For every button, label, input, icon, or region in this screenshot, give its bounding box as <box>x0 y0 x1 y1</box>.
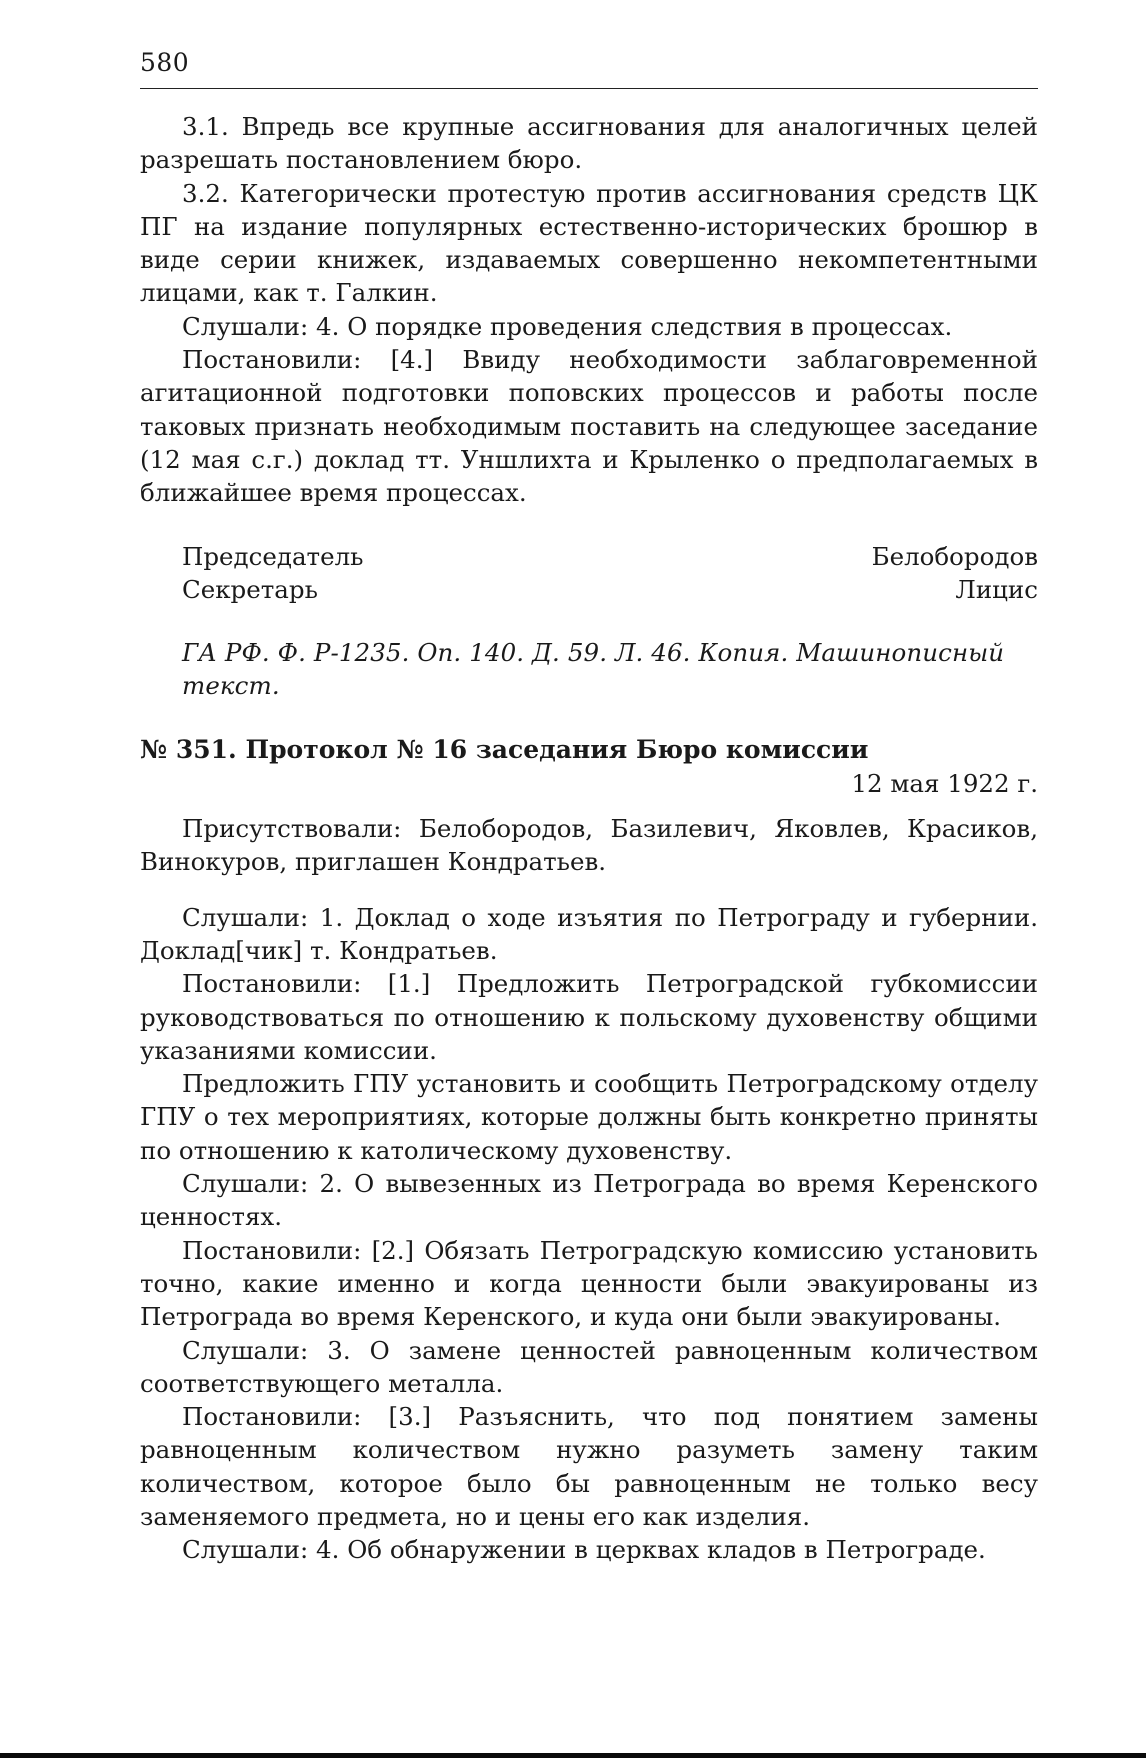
heard-item-1: Слушали: 1. Доклад о ходе изъятия по Петрограду и губернии. Доклад[чик] т. Кондратьев. <box>140 902 1038 965</box>
decided-item-2: Постановили: [2.] Обязать Петроградскую комиссию установить точно, какие именно и когда ценности были эвакуированы из Петрограда во время Керенского, и куда они были эвакуированы. <box>140 1235 1038 1332</box>
signature-secretary <box>140 573 1038 606</box>
archive-reference: ГА РФ. Ф. Р-1235. Оп. 140. Д. 59. Л. 46. Копия. Машинописный текст. <box>182 638 1005 701</box>
spacer <box>140 510 1038 540</box>
heard-item-4-new: Слушали: 4. Об обнаружении в церквах кладов в Петрограде. <box>182 1535 986 1565</box>
spacer <box>140 606 1038 636</box>
heard-item-2: Слушали: 2. О вывезенных из Петрограда во время Керенского ценностях. <box>140 1169 1038 1232</box>
spacer <box>140 879 1038 901</box>
signature-role: Секретарь <box>182 574 318 604</box>
document-heading: № 351. Протокол № 16 заседания Бюро комиссии <box>140 734 869 764</box>
decided-item-3: Постановили: [3.] Разъяснить, что под понятием замены равноценным количеством нужно разуметь замену таким количеством, которое было бы равноценным не только весу заменяемого предмета, но и цены его как изделия. <box>140 1402 1038 1531</box>
header-divider <box>140 88 1038 89</box>
heard-item-3: Слушали: 3. О замене ценностей равноценным количеством соответствующего металла. <box>140 1335 1038 1398</box>
signature-role: Председатель <box>182 541 364 571</box>
heard-item-4: Слушали: 4. О порядке проведения следствия в процессах. <box>182 311 953 341</box>
scan-edge <box>0 1753 1146 1758</box>
signature-name: Белобородов <box>871 541 1038 571</box>
signature-chairman <box>140 540 1038 573</box>
page-number: 580 <box>140 48 190 77</box>
signature-name: Лицис <box>955 574 1038 604</box>
document-date: 12 мая 1922 г. <box>851 768 1038 798</box>
decided-item-4: Постановили: [4.] Ввиду необходимости заблаговременной агитационной подготовки поповских процессов и работы после таковых признать необходимым поставить на следующее заседание (12 мая с.г.) доклад тт. Уншлихта и Крыленко о предполагаемых в ближайшее время процессах. <box>140 345 1038 508</box>
spacer <box>140 800 1038 812</box>
attendance: Присутствовали: Белобородов, Базилевич, Яковлев, Красиков, Винокуров, приглашен Кондратьев. <box>140 814 1038 877</box>
decided-item-1-continued: Предложить ГПУ установить и сообщить Петроградскому отделу ГПУ о тех мероприятиях, которые должны быть конкретно приняты по отношению к католическому духовенству. <box>140 1069 1038 1165</box>
decided-item-1: Постановили: [1.] Предложить Петроградской губкомиссии руководствоваться по отношению к польскому духовенству общими указаниями комиссии. <box>140 969 1038 1065</box>
spacer <box>140 703 1038 733</box>
resolution-item-3-2: 3.2. Категорически протестую против ассигнования средств ЦК ПГ на издание популярных естественно-исторических брошюр в виде серии книжек, издаваемых совершенно некомпетентными лицами, как т. Галкин. <box>140 178 1038 308</box>
resolution-item-3-1: 3.1. Впредь все крупные ассигнования для аналогичных целей разрешать постановлением бюро. <box>140 112 1038 175</box>
page-body <box>140 110 1038 1567</box>
